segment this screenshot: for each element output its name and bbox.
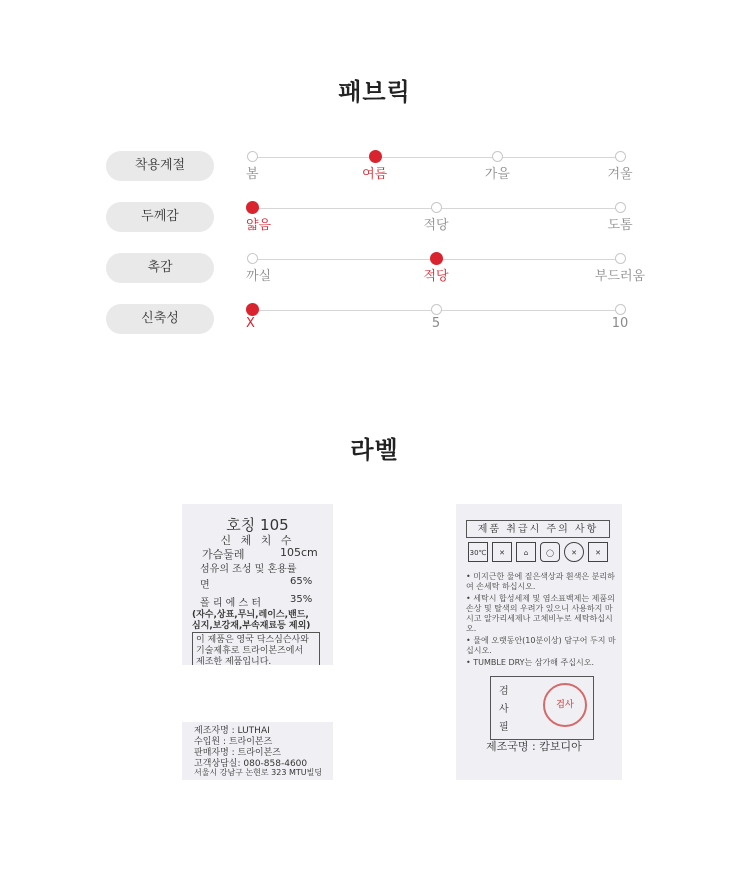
care-note-4: • TUMBLE DRY는 삼가해 주십시오. [466,658,594,667]
tag-origin-line3: 제조한 제품입니다. [196,657,272,665]
scale-dot-icon [247,253,258,264]
tag-origin-box [192,632,320,665]
scale-option-label: 가을 [484,167,510,182]
scale-option-label: X [246,316,255,331]
tag-customer-service: 고객상담실: 080-858-4600 [194,759,308,769]
iron-icon: ⌂ [516,542,536,562]
attribute-label-pill: 신축성 [106,304,214,334]
scale-option-label: 겨울 [607,167,633,182]
tag-origin-line1: 이 제품은 영국 닥스심슨사와 [196,635,309,645]
selected-dot-icon [369,150,382,163]
scale-option-label: 여름 [362,167,388,182]
selected-dot-icon [246,303,259,316]
tag-country-of-origin: 제조국명 : 캄보디아 [486,740,582,753]
attribute-label-pill: 촉감 [106,253,214,283]
tag-body-size-heading: 신 체 치 수 [220,534,295,547]
selected-dot-icon [246,201,259,214]
scale-dot-icon [431,202,442,213]
attribute-row [106,304,651,334]
care-note-1: • 미지근한 물에 짙은색상과 흰색은 분리하여 손세탁 하십시오. [466,572,615,591]
hand-wash-icon: 30℃ [468,542,488,562]
tag-origin-line2: 기술제휴로 트라이본즈에서 [196,646,304,656]
attribute-label-pill: 두께감 [106,202,214,232]
tag-fiber1-value: 65% [290,576,313,587]
scale-option-label: 적당 [423,269,449,284]
tag-size-title: 호칭 105 [226,516,289,534]
tag-exclusion-line2: 심지,보강재,부속재료등 제외) [192,621,311,631]
tag-importer: 수입원 : 트라이본즈 [194,737,273,747]
tag-maker-name: 제조자명 : LUTHAI [194,726,270,736]
label-section-title: 라벨 [350,436,399,464]
tag-address: 서울시 강남구 논현로 323 MTU빌딩 [194,768,323,777]
tag-fiber2-label: 폴 리 에 스 터 [200,598,262,609]
scale-dot-icon [615,151,626,162]
scale-dot-icon [615,253,626,264]
care-note-3: • 물에 오랫동안(10분이상) 담구어 두지 마십시오. [466,636,616,655]
size-composition-tag-image [182,504,333,665]
scale-option-label: 적당 [423,218,449,233]
selected-dot-icon [430,252,443,265]
attribute-row [106,253,651,283]
tag-chest-label: 가슴둘레 [202,548,245,561]
inspection-box [490,676,594,740]
scale-option-label: 봄 [246,167,259,182]
scale-dot-icon [615,304,626,315]
scale-option-label: 까실 [246,269,272,284]
scale-option-label: 부드러움 [594,269,646,284]
scale-option-label: 도톰 [607,218,633,233]
attribute-row [106,202,651,232]
scale-dot-icon [615,202,626,213]
care-instruction-tag-image [456,504,622,780]
no-bleach-icon: ✕ [492,542,512,562]
tag-chest-value: 105cm [280,546,318,559]
no-tumble-dry-icon: ✕ [564,542,584,562]
maker-info-tag-image [182,722,333,780]
tag-fiber1-label: 면 [200,580,210,591]
tag-fiber2-value: 35% [290,594,313,605]
tag-seller: 판매자명 : 트라이본즈 [194,748,282,758]
attribute-label-pill: 착용계절 [106,151,214,181]
dry-clean-icon: ◯ [540,542,560,562]
no-wring-icon: ✕ [588,542,608,562]
scale-option-label: 얇음 [246,218,272,233]
fabric-section-title: 패브릭 [338,78,411,106]
inspection-passed-label: 검사필 [499,686,509,733]
scale-dot-icon [431,304,442,315]
scale-dot-icon [492,151,503,162]
care-note-2: • 세탁시 합성세제 및 염소표백제는 제품의 손상 및 탈색의 우려가 있으니 사용하지 마시고 알카리세제나 고체비누로 세탁하십시오. [466,594,615,633]
scale-option-label: 5 [431,316,441,331]
tag-exclusion-line1: (자수,상표,무늬,레이스,밴드, [192,610,309,620]
scale-dot-icon [247,151,258,162]
scale-option-label: 10 [611,316,629,331]
attribute-row [106,151,651,181]
attribute-scale-track [252,157,620,158]
inspection-seal-stamp: 검사 [543,683,587,727]
tag-composition-heading: 섬유의 조성 및 혼용률 [200,564,297,575]
tag-care-heading: 제품 취급시 주의 사항 [466,520,610,538]
